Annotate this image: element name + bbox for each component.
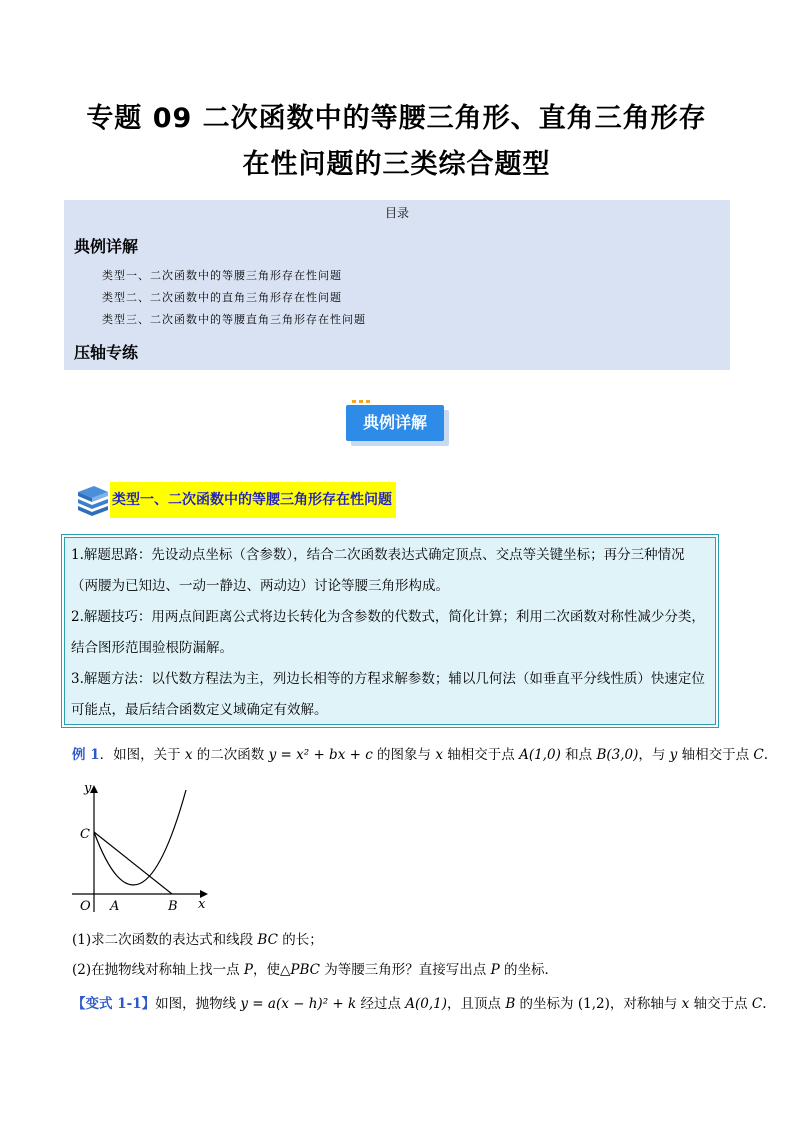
title-line-1: 专题 09 二次函数中的等腰三角形、直角三角形存 bbox=[86, 103, 707, 134]
badge-dots-decoration bbox=[352, 400, 370, 403]
question-2: (2)在抛物线对称轴上找一点 P，使△PBC 为等腰三角形？直接写出点 P 的坐标． bbox=[72, 962, 558, 978]
label-o: O bbox=[80, 899, 91, 914]
toc-heading: 目录 bbox=[384, 206, 409, 220]
tip-2: 2.解题技巧：用两点间距离公式将边长转化为含参数的代数式，简化计算；利用二次函数对称性减少分类，结合图形范围验根防漏解。 bbox=[71, 609, 705, 656]
label-y: y bbox=[84, 781, 92, 796]
label-c: C bbox=[80, 827, 90, 842]
parabola-curve bbox=[94, 790, 186, 885]
label-x: x bbox=[198, 897, 206, 912]
toc-item-type2[interactable]: 类型二、二次函数中的直角三角形存在性问题 bbox=[102, 291, 342, 304]
parabola-figure bbox=[66, 780, 216, 918]
quadratic-formula: y = x² + bx + c bbox=[268, 747, 373, 763]
point-a: A(1,0) bbox=[519, 747, 561, 763]
question-1: (1)求二次函数的表达式和线段 BC 的长； bbox=[72, 932, 323, 948]
point-c: C bbox=[753, 747, 764, 763]
type1-title: 类型一、二次函数中的等腰三角形存在性问题 bbox=[110, 482, 396, 518]
type1-header bbox=[74, 482, 414, 518]
label-b: B bbox=[168, 899, 178, 914]
tip-1: 1.解题思路：先设动点坐标（含参数），结合二次函数表达式确定顶点、交点等关键坐标；再分三种情况（两腰为已知边、一动一静边、两动边）讨论等腰三角形构成。 bbox=[71, 547, 685, 594]
variant-1-1-statement: 【变式 1-1】如图，抛物线 y = a(x − h)² + k 经过点 A(0,1)，且顶点 B 的坐标为 (1,2)，对称轴与 x 轴交于点 C. bbox=[72, 996, 767, 1012]
toc-item-type3[interactable]: 类型三、二次函数中的等腰直角三角形存在性问题 bbox=[102, 313, 366, 326]
section-badge-label: 典例详解 bbox=[346, 405, 444, 441]
point-b: B(3,0) bbox=[596, 747, 639, 763]
solution-tips-box bbox=[64, 537, 716, 725]
toc-section-examples[interactable]: 典例详解 bbox=[74, 237, 139, 256]
toc-item-type1[interactable]: 类型一、二次函数中的等腰三角形存在性问题 bbox=[102, 269, 342, 282]
stacked-books-icon bbox=[74, 482, 110, 518]
example-1-statement: 例 1．如图，关于 x 的二次函数 y = x² + bx + c 的图象与 x 轴相交于点 A(1,0) 和点 B(3,0)，与 y 轴相交于点 C. bbox=[72, 747, 769, 763]
vertex-formula: y = a(x − h)² + k bbox=[240, 996, 357, 1012]
title-line-2: 在性问题的三类综合题型 bbox=[242, 149, 551, 180]
example-1-label: 例 1 bbox=[72, 747, 100, 763]
tip-3: 3.解题方法：以代数方程法为主，列边长相等的方程求解参数；辅以几何法（如垂直平分线性质）快速定位可能点，最后结合函数定义域确定有效解。 bbox=[71, 671, 705, 718]
table-of-contents bbox=[64, 200, 730, 370]
label-a: A bbox=[110, 899, 120, 914]
variant-label: 【变式 1-1】 bbox=[72, 996, 156, 1012]
page-title bbox=[40, 96, 753, 188]
toc-section-practice[interactable]: 压轴专练 bbox=[74, 343, 139, 362]
